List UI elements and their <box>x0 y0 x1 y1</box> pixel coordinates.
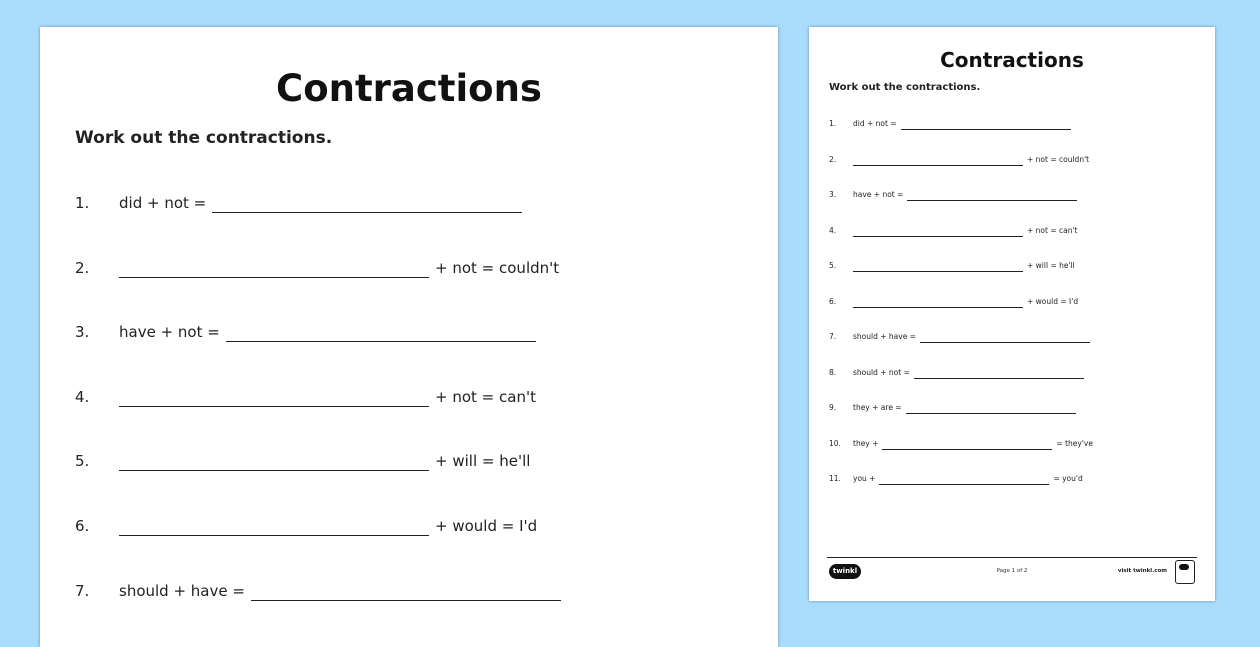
answer-blank[interactable] <box>907 191 1077 201</box>
question-number: 3. <box>75 323 90 342</box>
question-number: 5. <box>75 452 90 471</box>
question-number: 6. <box>75 517 90 535</box>
question-prefix: have + not = <box>853 190 904 199</box>
question-prefix: should + have = <box>119 581 245 600</box>
answer-blank[interactable] <box>226 326 536 342</box>
question-row <box>829 296 1078 308</box>
question-number: 10. <box>829 438 841 448</box>
answer-blank[interactable] <box>119 520 429 536</box>
instructions: Work out the contractions. <box>829 82 981 93</box>
question-number: 5. <box>829 261 837 270</box>
answer-blank[interactable] <box>853 262 1023 272</box>
question-prefix: should + not = <box>853 367 910 377</box>
page-footer <box>827 557 1197 588</box>
question-suffix: + would = I'd <box>1027 296 1079 306</box>
page-title: Contractions <box>276 67 542 110</box>
site-link: visit twinkl.com <box>1117 568 1167 574</box>
question-row <box>75 387 536 407</box>
question-suffix: + will = he'll <box>435 452 531 471</box>
question-number: 7. <box>829 332 837 341</box>
question-prefix: they + are = <box>853 403 902 412</box>
question-row <box>75 581 567 601</box>
question-row <box>829 402 1080 414</box>
answer-blank[interactable] <box>119 262 429 278</box>
question-number: 4. <box>75 387 90 406</box>
worksheet-page-small <box>809 27 1215 601</box>
question-number: 4. <box>829 225 837 235</box>
answer-blank[interactable] <box>906 404 1076 414</box>
answer-blank[interactable] <box>920 333 1090 343</box>
question-row <box>829 260 1075 272</box>
answer-blank[interactable] <box>212 197 522 213</box>
question-row <box>829 154 1089 166</box>
question-row <box>75 451 530 471</box>
question-suffix: = they've <box>1056 438 1093 448</box>
question-number: 11. <box>829 474 841 483</box>
answer-blank[interactable] <box>882 440 1052 450</box>
question-row <box>75 516 537 536</box>
question-suffix: = you'd <box>1053 474 1083 483</box>
question-prefix: they + <box>853 438 879 448</box>
answer-blank[interactable] <box>879 475 1049 485</box>
question-prefix: you + <box>853 474 876 483</box>
question-row <box>829 367 1088 379</box>
question-suffix: + will = he'll <box>1027 261 1075 270</box>
question-suffix: + not = couldn't <box>1027 154 1090 164</box>
question-row <box>829 473 1083 485</box>
question-row <box>829 225 1077 237</box>
question-number: 7. <box>75 581 90 600</box>
question-row <box>75 193 528 213</box>
question-suffix: + not = can't <box>435 387 536 406</box>
question-number: 2. <box>829 154 837 164</box>
question-prefix: should + have = <box>853 332 916 341</box>
question-row <box>75 258 559 278</box>
question-row <box>829 118 1075 130</box>
answer-blank[interactable] <box>853 298 1023 308</box>
question-number: 9. <box>829 403 837 412</box>
question-number: 6. <box>829 296 837 306</box>
twinkl-logo: twinkl <box>829 564 861 579</box>
question-suffix: + would = I'd <box>435 517 538 535</box>
question-prefix: did + not = <box>853 119 897 128</box>
answer-blank[interactable] <box>119 455 429 471</box>
instructions: Work out the contractions. <box>75 128 333 148</box>
answer-blank[interactable] <box>119 391 429 407</box>
question-number: 3. <box>829 190 837 199</box>
worksheet-page-large <box>40 27 778 647</box>
quality-badge-icon <box>1175 560 1195 584</box>
question-number: 1. <box>75 194 90 212</box>
question-row <box>829 189 1081 201</box>
answer-blank[interactable] <box>853 156 1023 166</box>
question-prefix: did + not = <box>119 194 207 212</box>
question-number: 8. <box>829 367 837 377</box>
page-title: Contractions <box>940 48 1084 72</box>
question-row <box>829 438 1093 450</box>
question-row <box>75 322 542 342</box>
question-prefix: have + not = <box>119 323 220 342</box>
answer-blank[interactable] <box>914 369 1084 379</box>
answer-blank[interactable] <box>901 120 1071 130</box>
question-number: 2. <box>75 258 90 277</box>
answer-blank[interactable] <box>251 585 561 601</box>
question-suffix: + not = couldn't <box>435 258 560 277</box>
question-number: 1. <box>829 119 837 128</box>
answer-blank[interactable] <box>853 227 1023 237</box>
question-suffix: + not = can't <box>1027 225 1078 235</box>
question-row <box>829 331 1094 343</box>
page-number: Page 1 of 2 <box>996 568 1028 574</box>
